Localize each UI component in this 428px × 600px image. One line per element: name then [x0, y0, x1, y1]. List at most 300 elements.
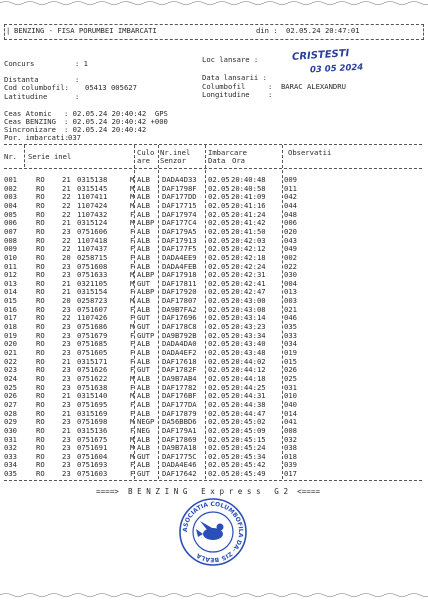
- cell-sex: F: [130, 425, 135, 435]
- header-title: BENZING - FISA PORUMBEI IMBARCATI: [14, 26, 157, 35]
- stamp-text: ASOCIATIA COLUMBOFILA DA- ZIS BEALA: [181, 500, 245, 564]
- cell-serial: 1107424: [77, 200, 108, 210]
- cell-time: 20:45:15: [231, 434, 266, 444]
- cell-nr: 026: [4, 391, 17, 401]
- cell-chip: DAF176BF: [162, 391, 197, 401]
- cell-obs: 041: [284, 417, 297, 427]
- cell-country: RO: [36, 200, 45, 210]
- cell-nr: 020: [4, 339, 17, 349]
- cell-nr: 006: [4, 218, 17, 228]
- cell-yr: 21: [62, 175, 71, 184]
- cell-time: 20:41:50: [231, 226, 266, 236]
- cell-nr: 028: [4, 408, 17, 418]
- cell-chip: DAF177DD: [162, 192, 197, 202]
- cell-chip: DA9B7AB4: [162, 373, 197, 383]
- cell-nr: 009: [4, 244, 17, 254]
- cell-time: 20:41:42: [231, 218, 266, 228]
- cell-obs: 042: [284, 192, 297, 202]
- longitudine-value: :: [268, 90, 273, 99]
- cell-country: RO: [36, 304, 45, 314]
- cell-date: 02.05: [208, 391, 230, 401]
- cell-date: 02.05: [208, 175, 230, 184]
- cell-time: 20:44:38: [231, 399, 266, 409]
- cell-serial: 0751693: [77, 460, 108, 470]
- cell-obs: 022: [284, 261, 297, 271]
- col-header-ora: Ora: [232, 156, 245, 165]
- cell-time: 20:41:09: [231, 192, 266, 202]
- cell-chip: DAF17618: [162, 356, 197, 366]
- ceas-benzing-label: Ceas BENZING: [4, 117, 56, 126]
- cell-color: NEGP: [137, 417, 155, 427]
- cell-color: NEG: [137, 425, 150, 435]
- cell-chip: DA9B7FA2: [162, 304, 197, 314]
- cell-country: RO: [36, 356, 45, 366]
- cell-sex: M: [130, 278, 135, 288]
- cell-color: ALB: [137, 434, 150, 444]
- cell-obs: 006: [284, 218, 297, 228]
- cell-sex: F: [130, 365, 135, 375]
- cell-chip: DAF179A5: [162, 226, 197, 236]
- cell-color: ALB: [137, 252, 150, 262]
- cell-sex: F: [130, 235, 135, 245]
- cell-time: 20:43:08: [231, 304, 266, 314]
- latitudine-value: :: [75, 92, 80, 101]
- cell-country: RO: [36, 261, 45, 271]
- cell-country: RO: [36, 434, 45, 444]
- cell-nr: 002: [4, 183, 17, 193]
- cell-date: 02.05: [208, 382, 230, 392]
- cell-country: RO: [36, 313, 45, 323]
- cell-yr: 21: [62, 183, 71, 193]
- cell-chip: DAF17913: [162, 235, 197, 245]
- cell-obs: 013: [284, 287, 297, 297]
- table-row: [0, 470, 428, 479]
- cell-country: RO: [36, 192, 45, 202]
- cell-color: ALB: [137, 391, 150, 401]
- cell-sex: F: [130, 304, 135, 314]
- cell-date: 02.05: [208, 460, 230, 470]
- cell-chip: DAF17782: [162, 382, 197, 392]
- cell-serial: 0751605: [77, 348, 108, 357]
- distanta-value: :: [75, 75, 80, 84]
- cell-date: 02.05: [208, 451, 230, 461]
- cell-date: 02.05: [208, 365, 230, 375]
- cell-yr: 23: [62, 417, 71, 427]
- cell-serial: 1107411: [77, 192, 108, 202]
- cell-nr: 007: [4, 226, 17, 236]
- cell-serial: 0315136: [77, 425, 108, 435]
- distanta-label: Distanta: [4, 75, 39, 84]
- cell-serial: 0315169: [77, 408, 108, 418]
- cell-date: 02.05: [208, 373, 230, 383]
- cell-chip: DA9B7A18: [162, 443, 197, 453]
- cell-yr: 23: [62, 270, 71, 280]
- cell-date: 02.05: [208, 443, 230, 453]
- cell-obs: 043: [284, 235, 297, 245]
- cell-date: 02.05: [208, 270, 230, 280]
- handwritten-place: CRISTESTI: [291, 48, 350, 63]
- cell-yr: 23: [62, 339, 71, 349]
- cell-yr: 23: [62, 348, 71, 357]
- cell-obs: 019: [284, 348, 297, 357]
- cell-obs: 046: [284, 313, 297, 323]
- cell-time: 20:40:48: [231, 175, 266, 184]
- cell-color: ALBP: [137, 270, 155, 280]
- cell-sex: M: [130, 192, 135, 202]
- cell-color: ALB: [137, 348, 150, 357]
- cell-yr: 22: [62, 200, 71, 210]
- cell-time: 20:42:24: [231, 261, 266, 271]
- cell-yr: 21: [62, 218, 71, 228]
- cell-serial: 1107432: [77, 209, 108, 219]
- cell-nr: 010: [4, 252, 17, 262]
- cell-chip: DAF1782F: [162, 365, 197, 375]
- cell-yr: 23: [62, 261, 71, 271]
- cell-yr: 21: [62, 278, 71, 288]
- cell-date: 02.05: [208, 183, 230, 193]
- cell-serial: 1107418: [77, 235, 108, 245]
- cell-obs: 044: [284, 200, 297, 210]
- cell-date: 02.05: [208, 226, 230, 236]
- cell-chip: DADA4EE9: [162, 252, 197, 262]
- cell-date: 02.05: [208, 278, 230, 288]
- columbofil-label: Columbofil: [202, 82, 246, 91]
- cell-time: 20:44:25: [231, 382, 266, 392]
- cell-date: 02.05: [208, 469, 230, 479]
- cod-columbofil-value: 05413 005627: [85, 83, 137, 92]
- cell-nr: 018: [4, 322, 17, 332]
- cell-time: 20:44:47: [231, 408, 266, 418]
- cell-chip: DAF17696: [162, 313, 197, 323]
- cell-sex: F: [130, 244, 135, 254]
- cell-nr: 033: [4, 451, 17, 461]
- cell-country: RO: [36, 425, 45, 435]
- cell-date: 02.05: [208, 252, 230, 262]
- cell-color: ALB: [137, 244, 150, 254]
- cell-chip: DAF1775C: [162, 451, 197, 461]
- cell-date: 02.05: [208, 408, 230, 418]
- handwritten-date: 03 05 2024: [309, 62, 364, 76]
- cell-time: 20:45:34: [231, 451, 266, 461]
- cell-obs: 014: [284, 408, 297, 418]
- cell-serial: 0751686: [77, 322, 108, 332]
- cell-sex: F: [130, 408, 135, 418]
- cell-date: 02.05: [208, 313, 230, 323]
- cell-yr: 20: [62, 296, 71, 306]
- ceas-atomic-label: Ceas Atomic: [4, 109, 52, 118]
- cell-serial: 0751607: [77, 304, 108, 314]
- cell-chip: DADA4FEB: [162, 261, 197, 271]
- col-header-observatii: Observatii: [288, 148, 332, 157]
- cell-nr: 031: [4, 434, 17, 444]
- cell-nr: 003: [4, 192, 17, 202]
- cell-color: ALB: [137, 356, 150, 366]
- cell-sex: M: [130, 434, 135, 444]
- cell-date: 02.05: [208, 434, 230, 444]
- table-top-rule: [4, 144, 422, 145]
- cell-serial: 0315154: [77, 287, 108, 297]
- cell-color: ALB: [137, 382, 150, 392]
- cell-country: RO: [36, 226, 45, 236]
- cell-country: RO: [36, 365, 45, 375]
- cell-yr: 22: [62, 313, 71, 323]
- cell-time: 20:42:12: [231, 244, 266, 254]
- cell-color: GUT: [137, 365, 150, 375]
- cell-yr: 21: [62, 287, 71, 297]
- cell-color: ALB: [137, 304, 150, 314]
- cell-color: ALB: [137, 183, 150, 193]
- cell-color: ALB: [137, 339, 150, 349]
- cell-date: 02.05: [208, 399, 230, 409]
- pigeon-icon: [196, 521, 224, 540]
- cell-yr: 23: [62, 460, 71, 470]
- cell-time: 20:43:48: [231, 348, 266, 357]
- cell-sex: F: [130, 209, 135, 219]
- cell-date: 02.05: [208, 200, 230, 210]
- cell-color: ALB: [137, 226, 150, 236]
- cell-time: 20:44:12: [231, 365, 266, 375]
- cell-nr: 015: [4, 296, 17, 306]
- columbofil-value: : BARAC ALEXANDRU: [268, 82, 346, 91]
- cell-serial: 0315171: [77, 356, 108, 366]
- cell-country: RO: [36, 451, 45, 461]
- cell-obs: 017: [284, 469, 297, 479]
- col-header-nr-inel: Nr.inel: [160, 148, 191, 157]
- cell-time: 20:43:34: [231, 330, 266, 340]
- cell-serial: 0751604: [77, 451, 108, 461]
- porumbei-imbarcati-value: 037: [68, 133, 81, 142]
- cell-color: ALB: [137, 296, 150, 306]
- cell-sex: M: [130, 175, 135, 184]
- cell-yr: 23: [62, 365, 71, 375]
- cell-serial: 1107426: [77, 313, 108, 323]
- cell-sex: F: [130, 339, 135, 349]
- cell-chip: DAF17920: [162, 287, 197, 297]
- cell-date: 02.05: [208, 218, 230, 228]
- cell-color: ALB: [137, 209, 150, 219]
- cell-time: 20:45:02: [231, 417, 266, 427]
- cell-sex: M: [130, 391, 135, 401]
- cell-color: ALB: [137, 443, 150, 453]
- cell-obs: 011: [284, 183, 297, 193]
- bottom-perforation: [0, 592, 428, 598]
- cell-nr: 021: [4, 348, 17, 357]
- cell-sex: F: [130, 313, 135, 323]
- cell-color: GUT: [137, 451, 150, 461]
- cell-chip: DAF17811: [162, 278, 197, 288]
- cell-serial: 0751608: [77, 261, 108, 271]
- ceas-benzing-value: : 02.05.24 20:40:42 +000: [64, 117, 168, 126]
- cell-serial: 0258723: [77, 296, 108, 306]
- cell-color: ALB: [137, 460, 150, 470]
- din-label: din :: [256, 26, 278, 35]
- cell-sex: F: [130, 261, 135, 271]
- cell-date: 02.05: [208, 330, 230, 340]
- cell-serial: 0751695: [77, 399, 108, 409]
- sincronizare-value: : 02.05.24 20:40:42: [64, 125, 147, 134]
- cell-obs: 048: [284, 209, 297, 219]
- table-header-rule: [4, 168, 422, 169]
- cell-nr: 034: [4, 460, 17, 470]
- cell-obs: 008: [284, 425, 297, 435]
- cell-time: 20:42:03: [231, 235, 266, 245]
- cell-obs: 010: [284, 391, 297, 401]
- cell-yr: 21: [62, 408, 71, 418]
- cell-serial: 0751633: [77, 270, 108, 280]
- cell-sex: M: [130, 200, 135, 210]
- cell-nr: 013: [4, 278, 17, 288]
- cell-chip: DAF17974: [162, 209, 197, 219]
- cell-color: GUT: [137, 313, 150, 323]
- top-perforation: [0, 0, 428, 6]
- cell-yr: 23: [62, 443, 71, 453]
- cell-color: ALB: [137, 373, 150, 383]
- cell-color: ALB: [137, 192, 150, 202]
- cell-time: 20:42:41: [231, 278, 266, 288]
- cell-time: 20:42:47: [231, 287, 266, 297]
- association-stamp: [178, 497, 248, 567]
- cell-time: 20:44:02: [231, 356, 266, 366]
- cell-chip: DAF17879: [162, 408, 197, 418]
- cell-yr: 23: [62, 304, 71, 314]
- cell-time: 20:45:24: [231, 443, 266, 453]
- cell-nr: 030: [4, 425, 17, 435]
- cell-nr: 024: [4, 373, 17, 383]
- cell-date: 02.05: [208, 425, 230, 435]
- cell-obs: 021: [284, 304, 297, 314]
- cell-yr: 20: [62, 252, 71, 262]
- cell-country: RO: [36, 252, 45, 262]
- cell-country: RO: [36, 348, 45, 357]
- ceas-atomic-value: : 02.05.24 20:40:42 GPS: [64, 109, 168, 118]
- cell-time: 20:42:18: [231, 252, 266, 262]
- cell-country: RO: [36, 244, 45, 254]
- cell-yr: 23: [62, 382, 71, 392]
- din-value: 02.05.24 20:47:01: [286, 26, 360, 35]
- cell-time: 20:43:40: [231, 339, 266, 349]
- cell-color: ALBP: [137, 218, 155, 228]
- cell-serial: 1107437: [77, 244, 108, 254]
- cell-obs: 018: [284, 451, 297, 461]
- cell-chip: DADA4D33: [162, 175, 197, 184]
- cell-serial: 0751685: [77, 339, 108, 349]
- cell-yr: 23: [62, 434, 71, 444]
- cell-color: ALB: [137, 235, 150, 245]
- cell-color: ALB: [137, 200, 150, 210]
- footer-banner: ====> B E N Z I N G E x p r e s s G 2 <====: [96, 487, 321, 496]
- cell-nr: 012: [4, 270, 17, 280]
- col-header-imbarcare: Imbarcare: [208, 148, 247, 157]
- cell-sex: F: [130, 287, 135, 297]
- cell-obs: 040: [284, 399, 297, 409]
- cell-country: RO: [36, 296, 45, 306]
- cell-country: RO: [36, 235, 45, 245]
- cell-chip: DAF177DA: [162, 399, 197, 409]
- cell-sex: F: [130, 399, 135, 409]
- cell-country: RO: [36, 183, 45, 193]
- cell-serial: 0751606: [77, 226, 108, 236]
- cell-serial: 0751622: [77, 373, 108, 383]
- cell-country: RO: [36, 330, 45, 340]
- cell-time: 20:44:31: [231, 391, 266, 401]
- cell-sex: F: [130, 469, 135, 479]
- cell-yr: 22: [62, 244, 71, 254]
- cell-obs: 032: [284, 434, 297, 444]
- cell-sex: M: [130, 218, 135, 228]
- cell-time: 20:45:09: [231, 425, 266, 435]
- cell-chip: DA56BBD6: [162, 417, 197, 427]
- cell-sex: M: [130, 270, 135, 280]
- cell-obs: 003: [284, 296, 297, 306]
- cell-nr: 014: [4, 287, 17, 297]
- cell-obs: 002: [284, 252, 297, 262]
- cell-serial: 0751638: [77, 382, 108, 392]
- loc-lansare-label: Loc lansare :: [202, 55, 259, 64]
- cell-date: 02.05: [208, 261, 230, 271]
- cell-country: RO: [36, 391, 45, 401]
- cell-time: 20:45:42: [231, 460, 266, 470]
- cell-time: 20:44:18: [231, 373, 266, 383]
- cell-nr: 027: [4, 399, 17, 409]
- col-header-senzor: Senzor: [160, 156, 186, 165]
- cell-date: 02.05: [208, 244, 230, 254]
- cell-serial: 0751603: [77, 469, 108, 479]
- cell-country: RO: [36, 408, 45, 418]
- cell-color: GUTP: [137, 330, 155, 340]
- cell-obs: 035: [284, 322, 297, 332]
- cell-chip: DAF1798F: [162, 183, 197, 193]
- cell-date: 02.05: [208, 296, 230, 306]
- cell-yr: 23: [62, 322, 71, 332]
- cell-chip: DADA4DA0: [162, 339, 197, 349]
- cell-sex: M: [130, 322, 135, 332]
- cell-nr: 029: [4, 417, 17, 427]
- cell-color: GUT: [137, 322, 150, 332]
- cell-country: RO: [36, 469, 45, 479]
- cell-chip: DAF17715: [162, 200, 197, 210]
- cell-yr: 22: [62, 235, 71, 245]
- cell-yr: 22: [62, 209, 71, 219]
- cell-obs: 049: [284, 244, 297, 254]
- cell-sex: M: [130, 296, 135, 306]
- cell-country: RO: [36, 218, 45, 228]
- cell-serial: 0751675: [77, 434, 108, 444]
- cell-country: RO: [36, 417, 45, 427]
- cell-nr: 032: [4, 443, 17, 453]
- cell-date: 02.05: [208, 192, 230, 202]
- cell-yr: 23: [62, 469, 71, 479]
- cell-yr: 21: [62, 356, 71, 366]
- cell-serial: 0751626: [77, 365, 108, 375]
- cell-country: RO: [36, 322, 45, 332]
- cell-chip: DAF17642: [162, 469, 197, 479]
- cell-nr: 019: [4, 330, 17, 340]
- cell-serial: 0258715: [77, 252, 108, 262]
- cell-sex: M: [130, 443, 135, 453]
- cell-yr: 23: [62, 226, 71, 236]
- cell-nr: 023: [4, 365, 17, 375]
- cell-sex: F: [130, 252, 135, 262]
- cell-nr: 008: [4, 235, 17, 245]
- cell-date: 02.05: [208, 348, 230, 357]
- cell-yr: 23: [62, 399, 71, 409]
- cell-nr: 017: [4, 313, 17, 323]
- cell-color: ALBP: [137, 287, 155, 297]
- cell-nr: 016: [4, 304, 17, 314]
- cell-date: 02.05: [208, 209, 230, 219]
- cell-serial: 0315140: [77, 391, 108, 401]
- longitudine-label: Longitudine: [202, 90, 250, 99]
